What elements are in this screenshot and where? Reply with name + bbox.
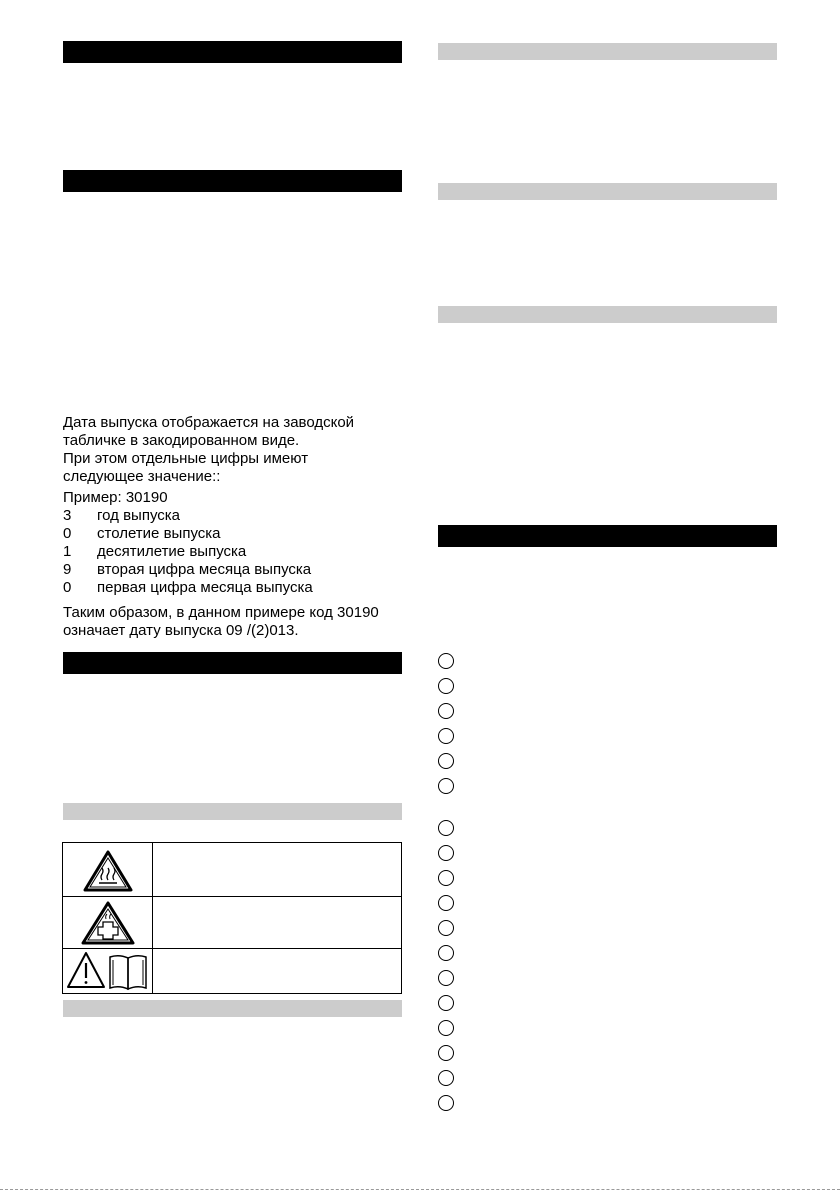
conclusion-line: означает дату выпуска 09 /(2)013. [63, 622, 299, 639]
hot-steam-warning-icon [63, 897, 153, 948]
warning-description [153, 949, 401, 993]
section-header-bar [438, 525, 777, 547]
callout-circle [438, 703, 454, 719]
callout-circle [438, 728, 454, 744]
code-row [63, 525, 313, 543]
intro-line: Дата выпуска отображается на заводской [63, 414, 355, 431]
code-digit: 0 [63, 525, 72, 542]
warning-row [63, 949, 401, 993]
date-code-example [63, 489, 313, 597]
callout-circle [438, 820, 454, 836]
hot-surface-warning-icon [63, 843, 153, 896]
code-meaning: год выпуска [97, 507, 181, 524]
section-header-bar [63, 652, 402, 674]
code-meaning: первая цифра месяца выпуска [97, 579, 313, 596]
callout-circle [438, 778, 454, 794]
code-digit: 3 [63, 507, 72, 524]
code-row [63, 543, 313, 561]
warning-symbols-table [62, 842, 402, 994]
code-row [63, 507, 313, 525]
subsection-header-bar [438, 306, 777, 323]
subsection-header-bar [438, 183, 777, 200]
code-meaning: вторая цифра месяца выпуска [97, 561, 312, 578]
date-code-intro [63, 414, 408, 486]
callout-circle [438, 1070, 454, 1086]
callout-circle [438, 945, 454, 961]
callout-circle [438, 753, 454, 769]
read-manual-warning-icon [63, 949, 153, 993]
example-title: Пример: 30190 [63, 489, 168, 506]
intro-line: При этом отдельные цифры имеют [63, 450, 309, 467]
callout-circle [438, 920, 454, 936]
code-digit: 1 [63, 543, 72, 560]
page-bottom-rule [0, 1189, 840, 1190]
callout-circle [438, 678, 454, 694]
callout-circle [438, 995, 454, 1011]
subsection-header-bar [438, 43, 777, 60]
code-row [63, 561, 313, 579]
section-header-bar [63, 170, 402, 192]
code-digit: 9 [63, 561, 72, 578]
callout-circle [438, 653, 454, 669]
callout-circle [438, 1095, 454, 1111]
date-code-conclusion [63, 604, 423, 640]
intro-line: следующее значение:: [63, 468, 221, 485]
callout-circle [438, 1020, 454, 1036]
code-digit: 0 [63, 579, 72, 596]
intro-line: табличке в закодированном виде. [63, 432, 300, 449]
subsection-header-bar [63, 1000, 402, 1017]
section-header-bar [63, 41, 402, 63]
warning-description [153, 843, 401, 896]
callout-circle [438, 895, 454, 911]
callout-circle [438, 1045, 454, 1061]
warning-row [63, 843, 401, 897]
callout-circle [438, 845, 454, 861]
code-meaning: десятилетие выпуска [97, 543, 247, 560]
code-row [63, 579, 313, 597]
code-meaning: столетие выпуска [97, 525, 221, 542]
subsection-header-bar [63, 803, 402, 820]
warning-row [63, 897, 401, 949]
conclusion-line: Таким образом, в данном примере код 30190 [63, 604, 379, 621]
warning-description [153, 897, 401, 948]
callout-circle [438, 970, 454, 986]
callout-circle [438, 870, 454, 886]
